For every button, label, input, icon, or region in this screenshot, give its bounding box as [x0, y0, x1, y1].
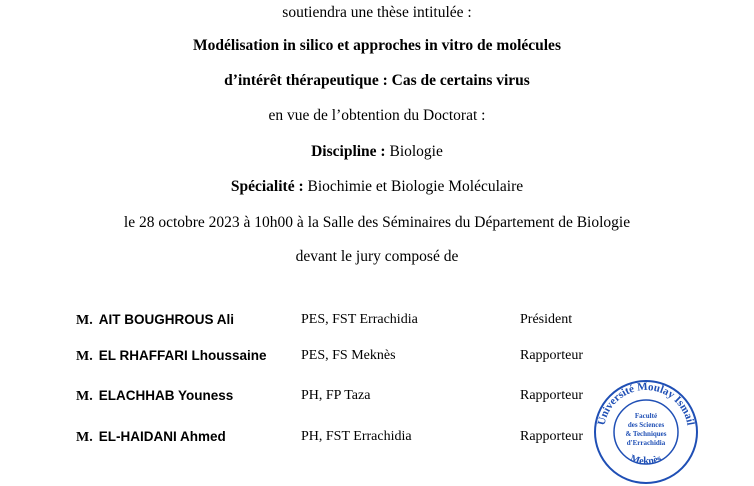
jury-role: Rapporteur	[520, 388, 583, 403]
stamp-outer-bottom: Meknès	[628, 453, 664, 468]
thesis-title-line1: Modélisation in silico et approches in vitro de molécules	[193, 37, 561, 54]
jury-role: Rapporteur	[520, 348, 583, 363]
specialite-line	[0, 178, 754, 196]
stamp-inner-4: d'Errachidia	[626, 439, 666, 447]
svg-text:Meknès	[629, 453, 664, 467]
jury-institution: PH, FST Errachidia	[301, 429, 412, 444]
stamp-inner-3: & Techniques	[625, 430, 667, 438]
intro-text: soutiendra une thèse intitulée :	[282, 4, 472, 21]
discipline-label: Discipline :	[311, 143, 386, 160]
jury-institution: PES, FS Meknès	[301, 348, 396, 363]
jury-name: M. EL-HAIDANI Ahmed	[76, 429, 226, 445]
jury-row	[0, 348, 754, 368]
jury-name: M. EL RHAFFARI Lhoussaine	[76, 348, 267, 364]
thesis-title-line2: d’intérêt thérapeutique : Cas de certains virus	[224, 72, 530, 89]
discipline-value: Biologie	[389, 143, 443, 160]
stamp-inner-2: des Sciences	[627, 421, 665, 429]
date-place-text: le 28 octobre 2023 à 10h00 à la Salle des Séminaires du Département de Biologie	[123, 214, 631, 231]
discipline-line	[0, 143, 754, 161]
jury-institution: PH, FP Taza	[301, 388, 371, 403]
stamp-outer-top: Université Moulay Ismail	[595, 380, 697, 427]
stamp-inner-1: Faculté	[634, 412, 658, 420]
jury-name: M. ELACHHAB Youness	[76, 388, 234, 404]
jury-name: M. AIT BOUGHROUS Ali	[76, 312, 234, 328]
jury-role: Rapporteur	[520, 429, 583, 444]
jury-role: Président	[520, 312, 573, 327]
jury-row	[0, 312, 754, 332]
jury-intro-text: devant le jury composé de	[295, 248, 459, 265]
specialite-label: Spécialité :	[230, 178, 304, 195]
purpose-text: en vue de l’obtention du Doctorat :	[268, 107, 486, 124]
specialite-value: Biochimie et Biologie Moléculaire	[307, 178, 524, 195]
jury-institution: PES, FST Errachidia	[301, 312, 418, 327]
